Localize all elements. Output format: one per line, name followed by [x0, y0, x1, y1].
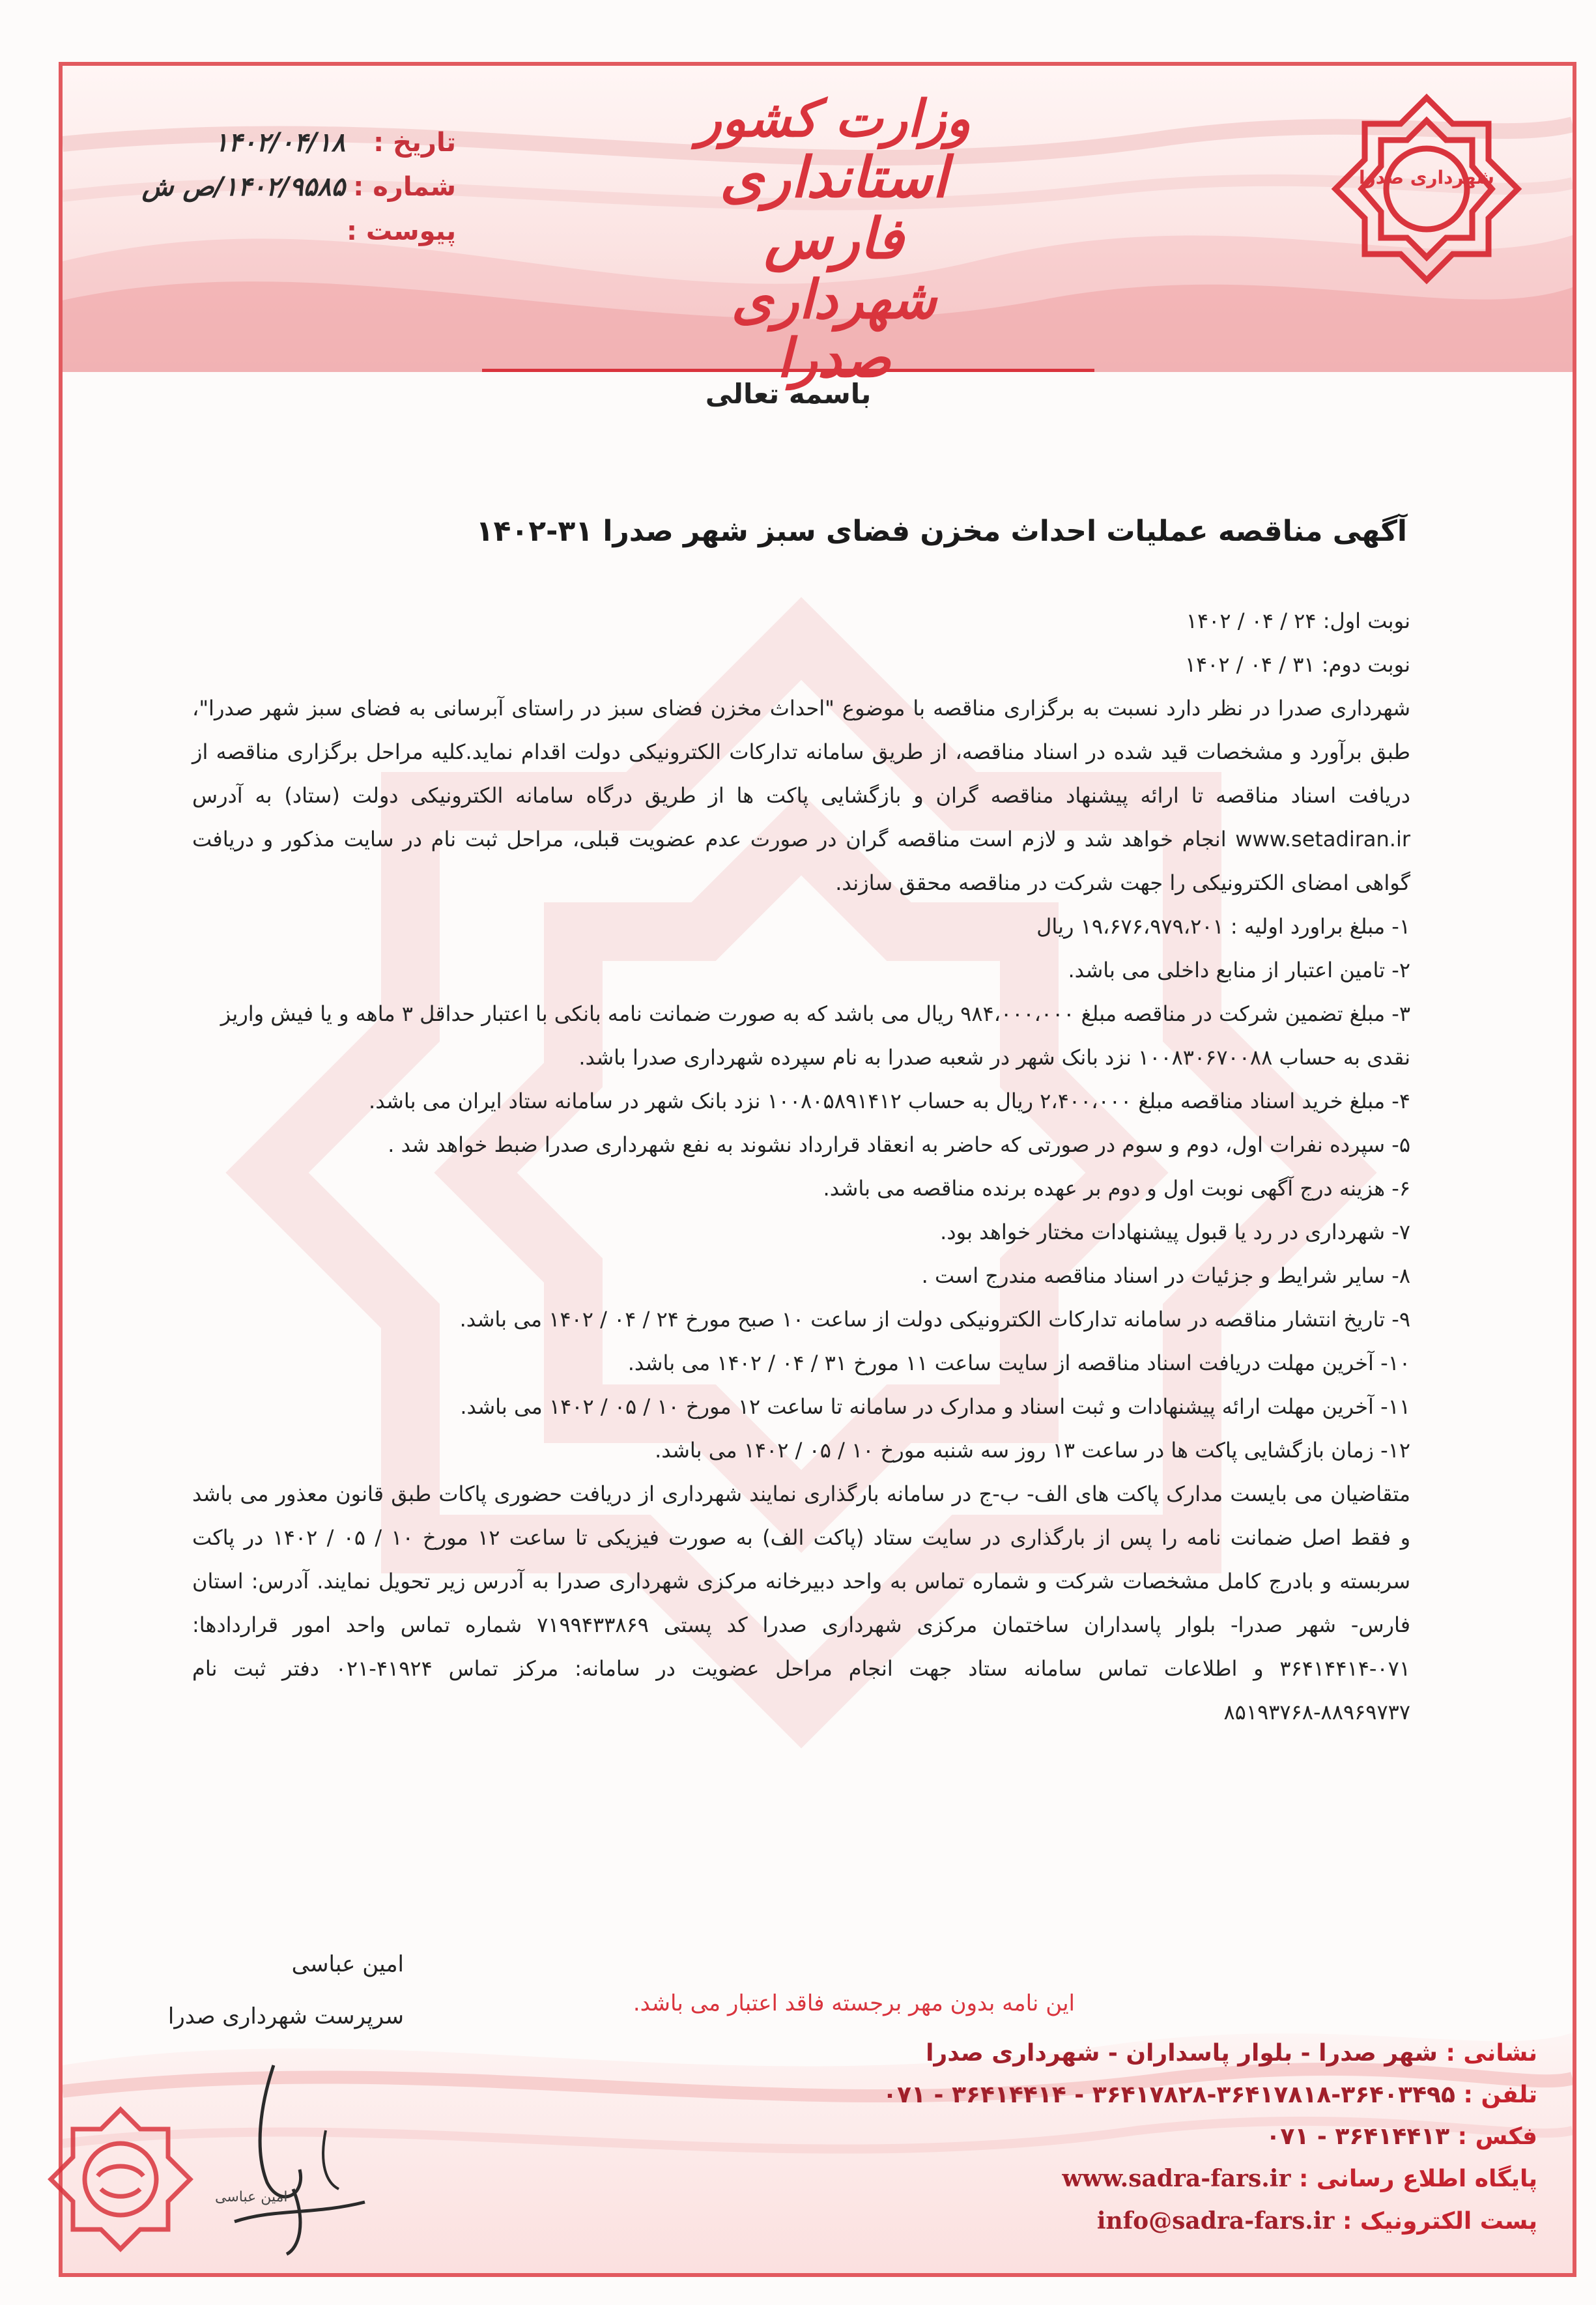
fax-value: ۳۶۴۱۴۴۱۳ - ۰۷۱	[1266, 2123, 1450, 2150]
ministry-line-3: شهرداری صدرا	[731, 268, 937, 390]
email-row	[814, 2200, 1537, 2242]
list-item: ۲- تامین اعتبار از منابع داخلی می باشد.	[1068, 958, 1410, 982]
date-value: ۱۴۰۲/۰۴/۱۸	[214, 128, 345, 158]
list-item: ۱۱- آخرین مهلت ارائه پیشنهادات و ثبت اسناد و مدارک در سامانه تا ساعت ۱۲ مورخ ۱۰ / ۰۵ / ۱۴۰۲ می باشد.	[460, 1394, 1410, 1419]
date-label: تاریخ :	[373, 128, 456, 158]
list-item: ۹- تاریخ انتشار مناقصه در سامانه تدارکات الکترونیکی دولت از ساعت ۱۰ صبح مورخ ۲۴ / ۰۴ / ۱۴۰۲ می باشد.	[459, 1307, 1410, 1332]
fax-row	[814, 2116, 1537, 2158]
attachment-value	[104, 209, 345, 253]
page-title: آگهی مناقصه عملیات احداث مخزن فضای سبز شهر صدرا ۳۱-۱۴۰۲	[476, 515, 1407, 548]
ministry-header	[684, 91, 984, 388]
fax-label: فکس :	[1457, 2123, 1537, 2150]
address-value: شهر صدرا - بلوار پاسداران - شهرداری صدرا	[926, 2040, 1438, 2067]
stamp-seal-icon	[46, 2104, 195, 2254]
signer-position: سرپرست شهرداری صدرا	[167, 2003, 404, 2029]
list-item: ۶- هزینه درج آگهی نوبت اول و دوم بر عهده برنده مناقصه می باشد.	[823, 1176, 1410, 1201]
website-label: پایگاه اطلاع رسانی :	[1298, 2166, 1537, 2192]
round-second: نوبت دوم: ۳۱ / ۰۴ / ۱۴۰۲	[1184, 652, 1410, 677]
date-row	[104, 121, 456, 165]
validity-note: این نامه بدون مهر برجسته فاقد اعتبار می باشد.	[633, 1990, 1075, 2016]
list-item: ۱۲- زمان بازگشایی پاکت ها در ساعت ۱۳ روز سه شنبه مورخ ۱۰ / ۰۵ / ۱۴۰۲ می باشد.	[655, 1438, 1410, 1463]
intro-paragraph: شهرداری صدرا در نظر دارد نسبت به برگزاری مناقصه با موضوع "احداث مخزن فضای سبز در راستای آبرسانی به فضای سبز شهر صدرا"، طبق برآورد و مشخصات قید شده در اسناد مناقصه، از طریق سامانه تدارکات الکترونیکی دولت اقدام نماید.کلیه مراحل برگزاری مناقصه از دریافت اسناد مناقصه تا ارائه پیشنهاد مناقصه گران و بازگشایی پاکت ها از طریق درگاه سامانه الکترونیکی دولت (ستاد) به آدرس www.setadiran.ir انجام خواهد شد و لازم است مناقصه گران در صورت عدم عضویت قبلی، مراحل ثبت نام در سایت مذکور و دریافت گواهی امضای الکترونیکی را جهت شرکت در مناقصه محقق سازند.	[192, 696, 1410, 895]
website-row	[814, 2158, 1537, 2200]
handwritten-signature-icon	[195, 2052, 391, 2261]
number-label: شماره :	[353, 172, 456, 202]
footer-contact	[814, 2033, 1537, 2242]
attachment-label: پیوست :	[346, 216, 456, 246]
round-first: نوبت اول: ۲۴ / ۰۴ / ۱۴۰۲	[1186, 608, 1410, 633]
conditions-list	[192, 905, 1410, 1472]
signature-block	[130, 1938, 404, 2042]
letter-meta	[104, 121, 456, 253]
ministry-line-1: وزارت کشور	[697, 89, 971, 149]
number-value: ۱۴۰۲/۹۵۸۵/ص ش	[141, 172, 345, 202]
address-label: نشانی :	[1446, 2040, 1537, 2067]
website-link[interactable]: www.sadra-fars.ir	[1062, 2165, 1291, 2192]
list-item: ۵- سپرده نفرات اول، دوم و سوم در صورتی که حاضر به انعقاد قرارداد نشوند به نفع شهرداری صدرا ضبط خواهد شد .	[388, 1132, 1410, 1157]
signer-name: امین عباسی	[291, 1951, 404, 1977]
number-row	[104, 165, 456, 209]
municipality-logo-icon	[1329, 91, 1524, 287]
ministry-line-2: استانداری فارس	[720, 144, 948, 272]
basmala: باسمه تعالی	[651, 378, 925, 410]
phone-row	[814, 2074, 1537, 2116]
list-item: ۷- شهرداری در رد یا قبول پیشنهادات مختار خواهد بود.	[940, 1220, 1410, 1244]
list-item: ۸- سایر شرایط و جزئیات در اسناد مناقصه مندرج است .	[921, 1263, 1410, 1288]
list-item: ۴- مبلغ خرید اسناد مناقصه مبلغ ۲،۴۰۰،۰۰۰ ریال به حساب ۱۰۰۸۰۵۸۹۱۴۱۲ نزد بانک شهر در سامانه ستاد ایران می باشد.	[369, 1089, 1410, 1113]
logo-text: شهرداری صدرا	[1359, 167, 1494, 188]
signature-caption: امین عباسی	[215, 2189, 288, 2205]
email-label: پست الکترونیک :	[1342, 2208, 1537, 2235]
letter-body	[192, 599, 1410, 1734]
closing-paragraph: متقاضیان می بایست مدارک پاکت های الف- ب-ج در سامانه بارگذاری نمایند شهرداری از دریافت حضوری پاکات طبق قانون معذور می باشد و فقط اصل ضمانت نامه را پس از بارگذاری در سایت ستاد (پاکت الف) به صورت فیزیکی تا ساعت ۱۲ مورخ ۱۰ / ۰۵ / ۱۴۰۲ در پاکت سربسته و بادرج کامل مشخصات شرکت و شماره تماس به واحد دبیرخانه مرکزی شهرداری صدرا به آدرس زیر تحویل نمایند. آدرس: استان فارس- شهر صدرا- بلوار پاسداران ساختمان مرکزی شهرداری صدرا کد پستی ۷۱۹۹۴۳۳۸۶۹ شماره تماس واحد امور قراردادها: ۰۷۱-۳۶۴۱۴۴۱۴ و اطلاعات تماس سامانه ستاد جهت انجام مراحل عضویت در سامانه: مرکز تماس ۴۱۹۲۴-۰۲۱ دفتر ثبت نام ۸۸۹۶۹۷۳۷-۸۵۱۹۳۷۶۸	[192, 1482, 1411, 1725]
list-item: ۱۰- آخرین مهلت دریافت اسناد مناقصه از سایت ساعت ۱۱ مورخ ۳۱ / ۰۴ / ۱۴۰۲ می باشد.	[627, 1351, 1410, 1375]
address-row	[814, 2033, 1537, 2074]
attachment-row	[104, 209, 456, 253]
email-link[interactable]: info@sadra-fars.ir	[1096, 2207, 1335, 2235]
phone-value: ۳۶۴۰۳۴۹۵-۳۶۴۱۷۸۱۸-۳۶۴۱۷۸۲۸ - ۳۶۴۱۴۴۱۴ - ۰۷۱	[883, 2082, 1455, 2108]
list-item: ۱- مبلغ براورد اولیه : ۱۹،۶۷۶،۹۷۹،۲۰۱ ریال	[1036, 914, 1410, 939]
phone-label: تلفن :	[1463, 2082, 1537, 2108]
list-item: ۳- مبلغ تضمین شرکت در مناقصه مبلغ ۹۸۴،۰۰۰،۰۰۰ ریال می باشد که به صورت ضمانت نامه بانکی با اعتبار حداقل ۳ ماهه و یا فیش واریز نقدی به حساب ۱۰۰۸۳۰۶۷۰۰۸۸ نزد بانک شهر در شعبه صدرا به نام سپرده شهرداری صدرا باشد.	[220, 1001, 1410, 1070]
